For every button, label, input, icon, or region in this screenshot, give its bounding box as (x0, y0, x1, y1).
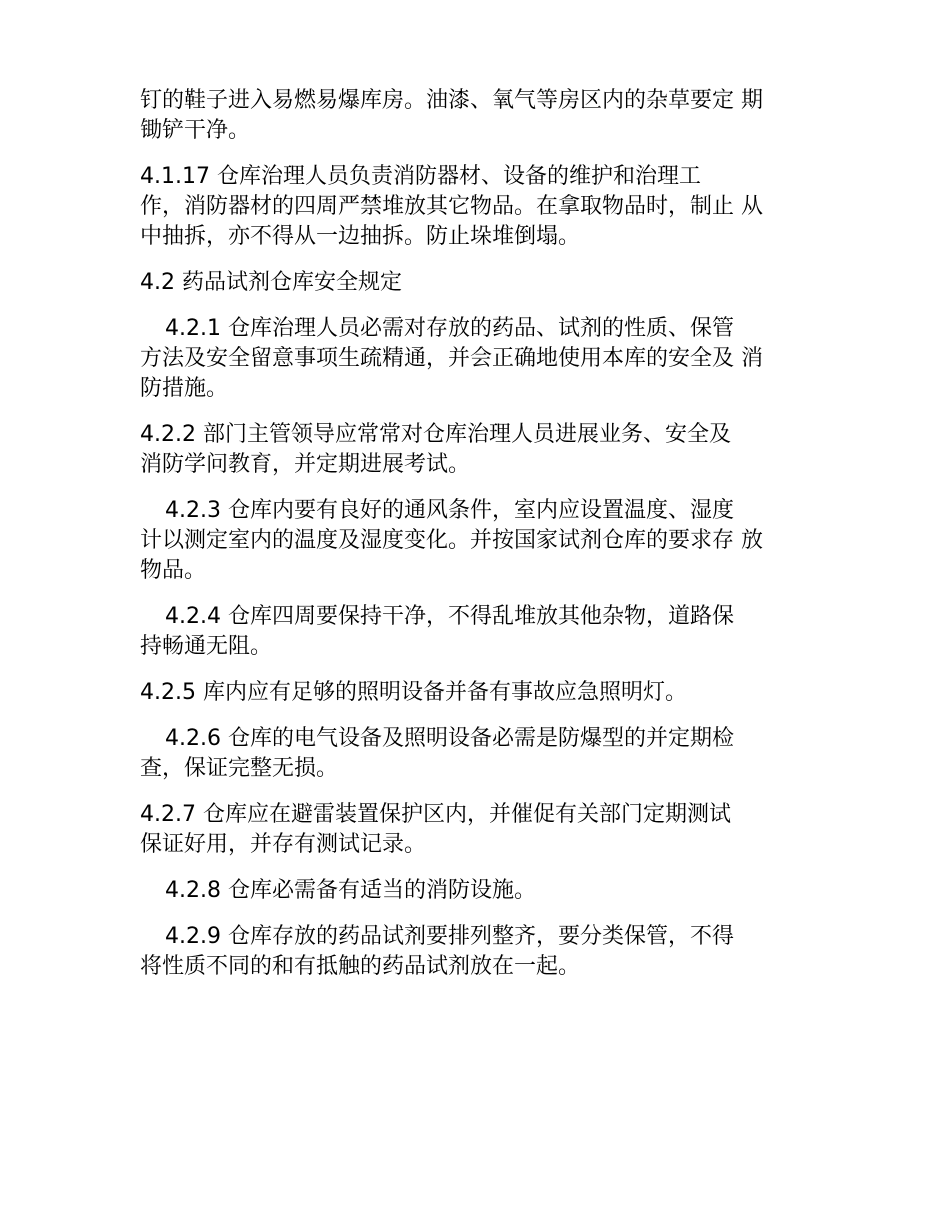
paragraph (140, 86, 812, 146)
paragraph (140, 602, 812, 662)
paragraph-line: 将性质不同的和有抵触的药品试剂放在一起。 (140, 954, 581, 979)
paragraph-line: 4.2.1 仓库治理人员必需对存放的药品、试剂的性质、保管 (165, 316, 734, 341)
paragraph-line: 4.2.7 仓库应在避雷装置保护区内，并催促有关部门定期测试 (140, 802, 731, 827)
paragraph-line: 钉的鞋子进入易燃易爆库房。油漆、氧气等房区内的杂草要定 期 (140, 88, 763, 113)
paragraph-line: 4.2.4 仓库四周要保持干净，不得乱堆放其他杂物，道路保 (165, 604, 734, 629)
paragraph (140, 724, 812, 784)
paragraph-line: 作，消防器材的四周严禁堆放其它物品。在拿取物品时，制止 从 (140, 194, 763, 219)
section-heading (140, 268, 812, 298)
paragraph-line: 中抽拆，亦不得从一边抽拆。防止垛堆倒塌。 (140, 224, 581, 249)
paragraph-line: 持畅通无阻。 (140, 634, 273, 659)
paragraph (140, 420, 812, 480)
paragraph-line: 4.1.17 仓库治理人员负责消防器材、设备的维护和治理工 (140, 164, 701, 189)
paragraph-line: 保证好用，并存有测试记录。 (140, 832, 427, 857)
paragraph-line: 4.2.5 库内应有足够的照明设备并备有事故应急照明灯。 (140, 680, 687, 705)
paragraph (140, 800, 812, 860)
paragraph (140, 162, 812, 252)
paragraph-line: 4.2.2 部门主管领导应常常对仓库治理人员进展业务、安全及 (140, 422, 731, 447)
paragraph (140, 314, 812, 404)
paragraph-line: 查，保证完整无损。 (140, 756, 339, 781)
paragraph-line: 4.2.6 仓库的电气设备及照明设备必需是防爆型的并定期检 (165, 726, 734, 751)
paragraph-line: 防措施。 (140, 376, 229, 401)
paragraph-line: 物品。 (140, 558, 207, 583)
paragraph-line: 锄铲干净。 (140, 118, 251, 143)
section-heading-line: 4.2 药品试剂仓库安全规定 (140, 270, 402, 295)
paragraph (140, 922, 812, 982)
paragraph (140, 678, 812, 708)
paragraph (140, 876, 812, 906)
paragraph-line: 4.2.3 仓库内要有良好的通风条件，室内应设置温度、湿度 (165, 498, 734, 523)
paragraph-line: 4.2.9 仓库存放的药品试剂要排列整齐，要分类保管，不得 (165, 924, 734, 949)
paragraph-line: 消防学问教育，并定期进展考试。 (140, 452, 471, 477)
document-body (140, 86, 812, 998)
paragraph-line: 方法及安全留意事项生疏精通，并会正确地使用本库的安全及 消 (140, 346, 763, 371)
paragraph-line: 计以测定室内的温度及湿度变化。并按国家试剂仓库的要求存 放 (140, 528, 763, 553)
paragraph-line: 4.2.8 仓库必需备有适当的消防设施。 (165, 878, 536, 903)
paragraph (140, 496, 812, 586)
